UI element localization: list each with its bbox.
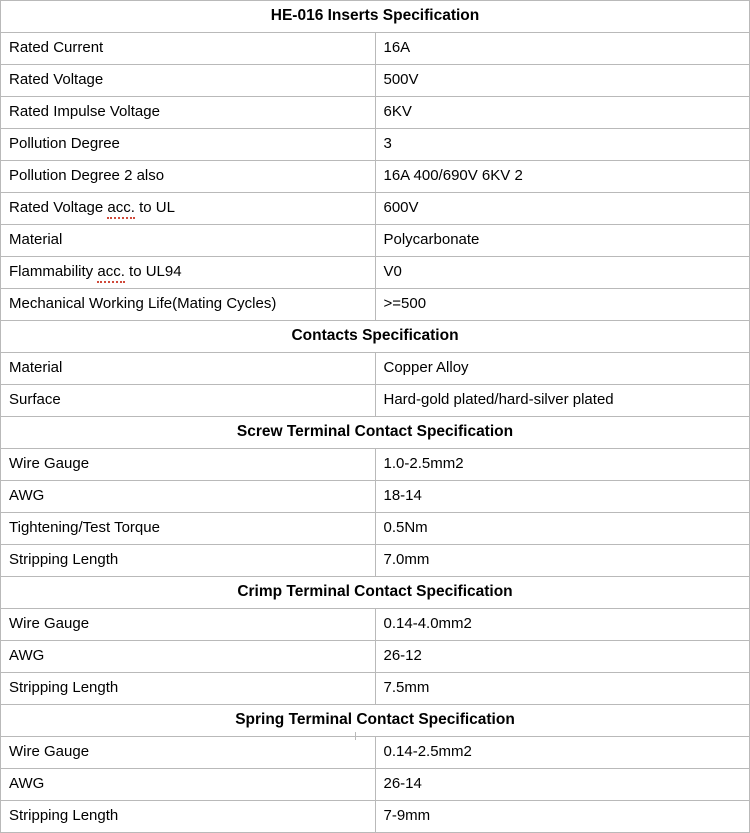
section-heading: Contacts Specification (1, 321, 750, 353)
spec-label: Mechanical Working Life(Mating Cycles) (1, 289, 376, 321)
spec-label: Stripping Length (1, 673, 376, 705)
spec-label: Rated Voltage (1, 65, 376, 97)
table-row (1, 193, 750, 225)
spec-label: Pollution Degree 2 also (1, 161, 376, 193)
spec-value: 16A (375, 33, 750, 65)
spec-value: 16A 400/690V 6KV 2 (375, 161, 750, 193)
table-row (1, 289, 750, 321)
table-row (1, 385, 750, 417)
spec-value: 26-14 (375, 769, 750, 801)
table-row (1, 641, 750, 673)
spec-label: Stripping Length (1, 801, 376, 833)
spec-value: 6KV (375, 97, 750, 129)
spec-label: Material (1, 225, 376, 257)
spec-value: 0.14-4.0mm2 (375, 609, 750, 641)
table-row (1, 545, 750, 577)
spec-label: Rated Current (1, 33, 376, 65)
table-row (1, 161, 750, 193)
spec-label: Pollution Degree (1, 129, 376, 161)
table-row (1, 33, 750, 65)
page-bottom-column-divider (355, 732, 356, 740)
section-heading-row (1, 577, 750, 609)
table-row (1, 353, 750, 385)
table-row (1, 225, 750, 257)
spec-value: 7.0mm (375, 545, 750, 577)
spec-label: Stripping Length (1, 545, 376, 577)
spec-label: Tightening/Test Torque (1, 513, 376, 545)
table-row (1, 257, 750, 289)
spec-label: AWG (1, 769, 376, 801)
spec-label: Material (1, 353, 376, 385)
section-heading-row (1, 705, 750, 737)
table-row (1, 97, 750, 129)
table-row (1, 769, 750, 801)
spec-value: 0.5Nm (375, 513, 750, 545)
section-heading-row (1, 321, 750, 353)
spec-value: 7.5mm (375, 673, 750, 705)
spec-label: Rated Voltage acc. to UL (1, 193, 376, 225)
section-heading: HE-016 Inserts Specification (1, 1, 750, 33)
page-top-border (0, 0, 750, 1)
spellcheck-marked-word: acc. (107, 199, 135, 219)
spec-value: >=500 (375, 289, 750, 321)
spec-value: 3 (375, 129, 750, 161)
spec-value: 1.0-2.5mm2 (375, 449, 750, 481)
spec-label: Flammability acc. to UL94 (1, 257, 376, 289)
spec-value: 26-12 (375, 641, 750, 673)
spec-value: 500V (375, 65, 750, 97)
section-heading: Screw Terminal Contact Specification (1, 417, 750, 449)
spec-value: Copper Alloy (375, 353, 750, 385)
table-row (1, 481, 750, 513)
spec-value: 18-14 (375, 481, 750, 513)
spec-label: AWG (1, 641, 376, 673)
spec-label: Wire Gauge (1, 449, 376, 481)
table-row (1, 737, 750, 769)
spec-value: 7-9mm (375, 801, 750, 833)
table-row (1, 449, 750, 481)
table-row (1, 513, 750, 545)
spec-value: V0 (375, 257, 750, 289)
spec-label: Rated Impulse Voltage (1, 97, 376, 129)
table-row (1, 801, 750, 833)
spec-value: 600V (375, 193, 750, 225)
spec-label: AWG (1, 481, 376, 513)
spellcheck-marked-word: acc. (97, 263, 125, 283)
section-heading: Crimp Terminal Contact Specification (1, 577, 750, 609)
spec-value: Polycarbonate (375, 225, 750, 257)
section-heading-row (1, 417, 750, 449)
section-heading-row (1, 1, 750, 33)
table-row (1, 673, 750, 705)
section-heading: Spring Terminal Contact Specification (1, 705, 750, 737)
spec-value: Hard-gold plated/hard-silver plated (375, 385, 750, 417)
spec-label: Surface (1, 385, 376, 417)
spec-label: Wire Gauge (1, 737, 376, 769)
table-row (1, 609, 750, 641)
table-row (1, 65, 750, 97)
spec-value: 0.14-2.5mm2 (375, 737, 750, 769)
spec-label: Wire Gauge (1, 609, 376, 641)
table-row (1, 129, 750, 161)
